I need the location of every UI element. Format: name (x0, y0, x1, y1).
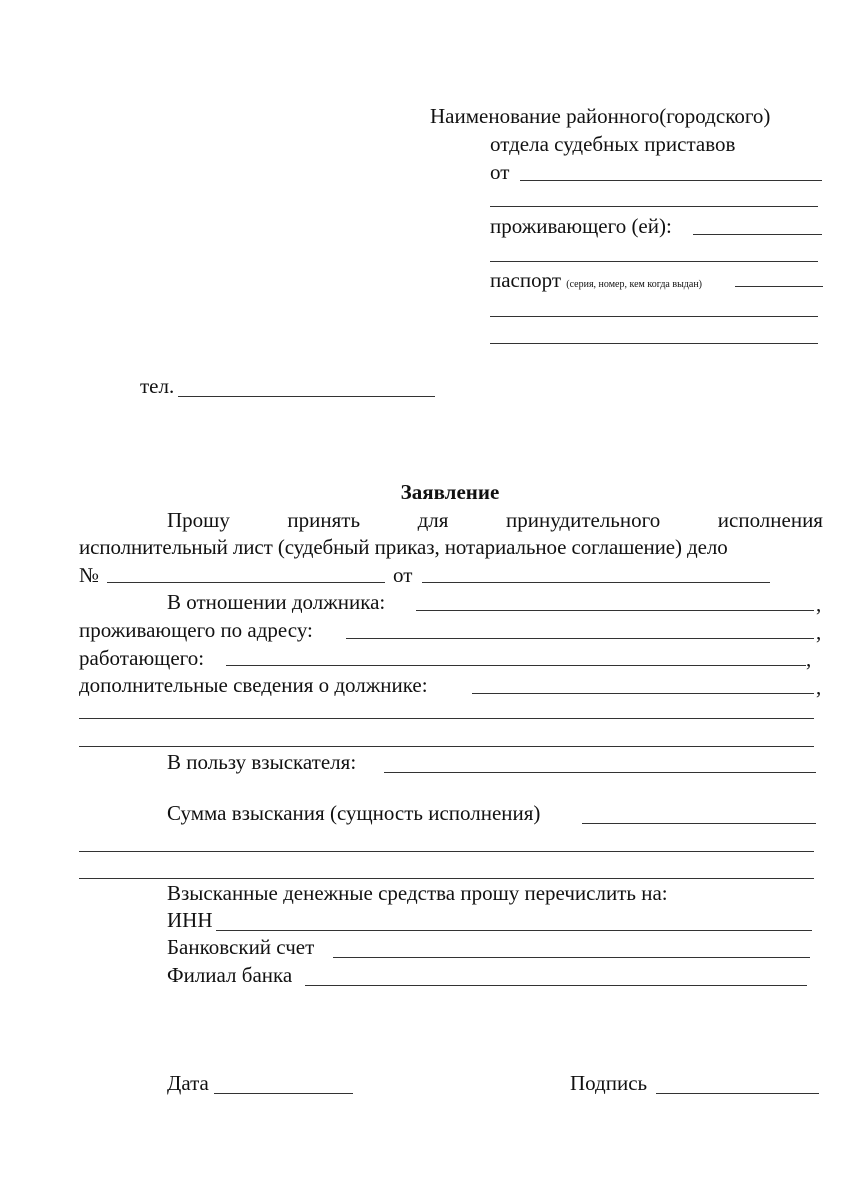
passport-line-3 (490, 343, 818, 344)
residing-line-2 (490, 261, 818, 262)
addressee-title-line2: отдела судебных приставов (490, 132, 736, 156)
account-line (333, 957, 810, 958)
signature-field[interactable] (658, 1071, 817, 1093)
debtor-work-field[interactable] (228, 643, 804, 665)
creditor-line (384, 772, 816, 773)
passport-label: паспорт (490, 268, 562, 292)
from-line (520, 180, 822, 181)
inn-line (216, 930, 812, 931)
amount-field-3[interactable] (81, 856, 812, 878)
comma: , (806, 647, 812, 671)
from-field[interactable] (522, 158, 820, 180)
phone-field[interactable] (180, 374, 433, 396)
debtor-extra-label: дополнительные сведения о должнике: (79, 673, 428, 697)
comma: , (816, 675, 822, 699)
intro-line-1 (167, 508, 823, 532)
signature-label: Подпись (570, 1071, 648, 1095)
branch-line (305, 985, 807, 986)
amount-line (582, 823, 816, 824)
debtor-extra-field[interactable] (474, 671, 812, 693)
amount-field[interactable] (584, 801, 814, 823)
case-date-line (422, 582, 770, 583)
debtor-extra-field-3[interactable] (81, 724, 812, 746)
phone-line (178, 396, 435, 397)
passport-label-wrap (490, 268, 702, 297)
creditor-field[interactable] (386, 750, 814, 772)
debtor-extra-line-2 (79, 718, 814, 719)
residing-line (693, 234, 822, 235)
case-date-field[interactable] (424, 560, 768, 582)
document-title: Заявление (400, 480, 500, 504)
branch-field[interactable] (307, 963, 805, 985)
branch-label: Филиал банка (167, 963, 293, 987)
account-label: Банковский счет (167, 935, 315, 959)
debtor-line (416, 610, 814, 611)
phone-label: тел. (140, 374, 175, 398)
comma: , (816, 592, 822, 616)
amount-line-3 (79, 878, 814, 879)
debtor-label: В отношении должника: (167, 590, 386, 614)
from-line-2 (490, 206, 818, 207)
date-field[interactable] (216, 1071, 351, 1093)
case-date-label: от (393, 563, 413, 587)
passport-line-2 (490, 316, 818, 317)
intro-word: Прошу (167, 508, 230, 532)
debtor-address-line (346, 638, 814, 639)
intro-word: исполнения (717, 508, 823, 532)
signature-line (656, 1093, 819, 1094)
from-label: от (490, 160, 510, 184)
debtor-address-label: проживающего по адресу: (79, 618, 313, 642)
date-line (214, 1093, 353, 1094)
amount-label: Сумма взыскания (сущность исполнения) (167, 801, 541, 825)
inn-label: ИНН (167, 908, 213, 932)
creditor-label: В пользу взыскателя: (167, 750, 357, 774)
case-number-field[interactable] (109, 560, 383, 582)
debtor-address-field[interactable] (348, 616, 812, 638)
addressee-title-line1: Наименование районного(городского) (430, 104, 771, 128)
from-field-2[interactable] (492, 184, 816, 206)
amount-field-2[interactable] (81, 829, 812, 851)
intro-word: принудительного (506, 508, 661, 532)
residing-field-2[interactable] (492, 239, 816, 261)
account-field[interactable] (335, 935, 808, 957)
debtor-field[interactable] (418, 588, 812, 610)
debtor-extra-line-3 (79, 746, 814, 747)
date-label: Дата (167, 1071, 209, 1095)
debtor-work-label: работающего: (79, 646, 205, 670)
intro-word: для (417, 508, 449, 532)
amount-line-2 (79, 851, 814, 852)
passport-field[interactable] (737, 266, 821, 288)
transfer-label: Взысканные денежные средства прошу перечислить на: (167, 881, 668, 905)
intro-line-2: исполнительный лист (судебный приказ, нотариальное соглашение) дело (79, 535, 728, 559)
case-number-line (107, 582, 385, 583)
comma: , (816, 620, 822, 644)
inn-field[interactable] (218, 908, 810, 930)
case-number-label: № (79, 563, 100, 587)
residing-label: проживающего (ей): (490, 214, 672, 238)
residing-field[interactable] (695, 212, 820, 234)
debtor-extra-field-2[interactable] (81, 696, 812, 718)
passport-hint: (серия, номер, кем когда выдан) (566, 279, 702, 290)
debtor-work-line (226, 665, 806, 666)
debtor-extra-line (472, 693, 814, 694)
intro-word: принять (287, 508, 361, 532)
passport-field-2[interactable] (492, 294, 816, 316)
passport-field-3[interactable] (492, 321, 816, 343)
